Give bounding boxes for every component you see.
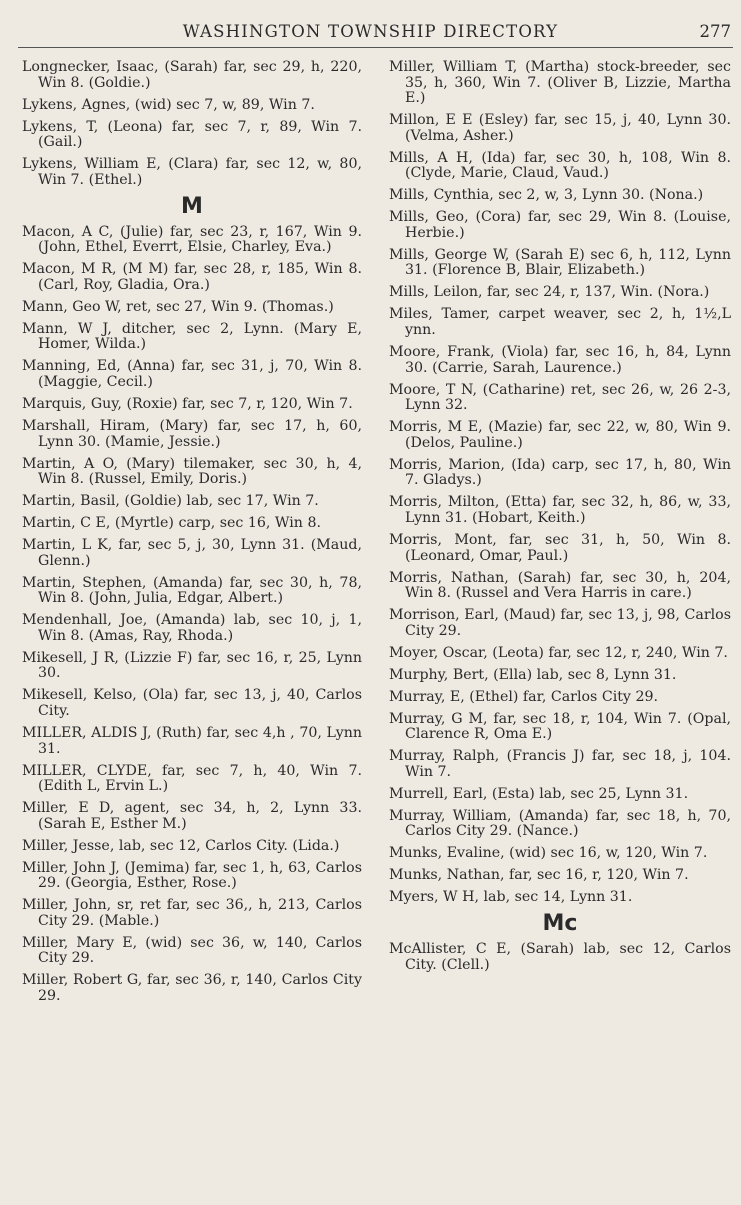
directory-entry: Morris, Nathan, (Sarah) far, sec 30, h, 204, Win 8. (Russel and Vera Harris in care.)	[389, 569, 731, 602]
directory-entry: Macon, M R, (M M) far, sec 28, r, 185, Win 8. (Carl, Roy, Gladia, Ora.)	[22, 261, 362, 293]
directory-entry: Murrell, Earl, (Esta) lab, sec 25, Lynn 31.	[389, 785, 689, 802]
section-letter-mc: Mc	[542, 911, 578, 937]
section-letter-m: M	[181, 193, 203, 219]
directory-entry: McAllister, C E, (Sarah) lab, sec 12, Carlos City. (Clell.)	[389, 941, 731, 973]
directory-entry: Mendenhall, Joe, (Amanda) lab, sec 10, j, 1, Win 8. (Amas, Ray, Rhoda.)	[22, 612, 362, 644]
directory-entry: Mills, Geo, (Cora) far, sec 29, Win 8. (Louise, Herbie.)	[389, 209, 731, 241]
directory-entry: Manning, Ed, (Anna) far, sec 31, j, 70, Win 8. (Maggie, Cecil.)	[22, 358, 362, 391]
directory-entry: Munks, Nathan, far, sec 16, r, 120, Win 7.	[389, 867, 689, 884]
directory-entry: Miller, E D, agent, sec 34, h, 2, Lynn 33. (Sarah E, Esther M.)	[22, 800, 362, 832]
directory-entry: Moyer, Oscar, (Leota) far, sec 12, r, 240, Win 7.	[389, 644, 728, 661]
directory-entry: Miller, Mary E, (wid) sec 36, w, 140, Carlos City 29.	[22, 934, 362, 967]
directory-entry: Lykens, William E, (Clara) far, sec 12, w, 80, Win 7. (Ethel.)	[22, 156, 362, 188]
directory-entry: Mills, Cynthia, sec 2, w, 3, Lynn 30. (Nona.)	[389, 187, 704, 204]
directory-entry: Miller, John J, (Jemima) far, sec 1, h, 63, Carlos 29. (Georgia, Esther, Rose.)	[22, 859, 362, 892]
right-column	[389, 60, 731, 980]
directory-entry: Martin, L K, far, sec 5, j, 30, Lynn 31. (Maud, Glenn.)	[22, 537, 362, 569]
page-header	[0, 20, 741, 48]
directory-entry: MILLER, ALDIS J, (Ruth) far, sec 4,h , 70, Lynn 31.	[22, 725, 362, 757]
directory-entry: Murphy, Bert, (Ella) lab, sec 8, Lynn 31.	[389, 666, 677, 683]
directory-entry: Morris, Marion, (Ida) carp, sec 17, h, 80, Win 7. Gladys.)	[389, 456, 731, 489]
directory-entry: Miller, William T, (Martha) stock-breeder, sec 35, h, 360, Win 7. (Oliver B, Lizzie, Martha E.)	[389, 59, 731, 107]
directory-entry: Murray, G M, far, sec 18, r, 104, Win 7. (Opal, Clarence R, Oma E.)	[389, 710, 731, 743]
directory-entry: Morris, Milton, (Etta) far, sec 32, h, 86, w, 33, Lynn 31. (Hobart, Keith.)	[389, 494, 731, 526]
directory-entry: Martin, Basil, (Goldie) lab, sec 17, Win 7.	[22, 493, 319, 510]
page-title: WASHINGTON TOWNSHIP DIRECTORY	[182, 22, 559, 41]
directory-entry: Mikesell, J R, (Lizzie F) far, sec 16, r, 25, Lynn 30.	[22, 649, 362, 682]
directory-entry: MILLER, CLYDE, far, sec 7, h, 40, Win 7. (Edith L, Ervin L.)	[22, 762, 362, 795]
directory-entry: Martin, Stephen, (Amanda) far, sec 30, h, 78, Win 8. (John, Julia, Edgar, Albert.)	[22, 574, 362, 607]
directory-entry: Macon, A C, (Julie) far, sec 23, r, 167, Win 9. (John, Ethel, Everrt, Elsie, Charley, Eva.)	[22, 223, 362, 256]
left-pre-entries	[22, 60, 362, 188]
directory-entry: Mills, George W, (Sarah E) sec 6, h, 112, Lynn 31. (Florence B, Blair, Elizabeth.)	[389, 246, 731, 279]
directory-entry: Lykens, T, (Leona) far, sec 7, r, 89, Win 7. (Gail.)	[22, 118, 362, 151]
directory-entry: Martin, C E, (Myrtle) carp, sec 16, Win 8.	[22, 515, 321, 532]
directory-entry: Morrison, Earl, (Maud) far, sec 13, j, 98, Carlos City 29.	[389, 607, 731, 639]
directory-entry: Longnecker, Isaac, (Sarah) far, sec 29, h, 220, Win 8. (Goldie.)	[22, 59, 362, 91]
directory-entry: Mann, W J, ditcher, sec 2, Lynn. (Mary E, Homer, Wilda.)	[22, 320, 362, 353]
directory-entry: Miller, John, sr, ret far, sec 36,, h, 213, Carlos City 29. (Mable.)	[22, 897, 362, 929]
directory-entry: Marquis, Guy, (Roxie) far, sec 7, r, 120, Win 7.	[22, 396, 353, 413]
directory-entry: Miles, Tamer, carpet weaver, sec 2, h, 1½,L ynn.	[389, 306, 731, 339]
left-column	[22, 60, 362, 1011]
directory-entry: Morris, Mont, far, sec 31, h, 50, Win 8. (Leonard, Omar, Paul.)	[389, 531, 731, 564]
directory-entry: Mills, Leilon, far, sec 24, r, 137, Win. (Nora.)	[389, 284, 710, 301]
header-rule	[18, 47, 733, 48]
directory-entry: Mills, A H, (Ida) far, sec 30, h, 108, Win 8. (Clyde, Marie, Claud, Vaud.)	[389, 149, 731, 182]
directory-entry: Murray, E, (Ethel) far, Carlos City 29.	[389, 688, 659, 705]
directory-entry: Lykens, Agnes, (wid) sec 7, w, 89, Win 7.	[22, 96, 315, 113]
directory-entry: Murray, William, (Amanda) far, sec 18, h, 70, Carlos City 29. (Nance.)	[389, 807, 731, 840]
directory-entry: Miller, Robert G, far, sec 36, r, 140, Carlos City 29.	[22, 972, 362, 1005]
right-pre-entries	[389, 60, 731, 906]
directory-entry: Moore, Frank, (Viola) far, sec 16, h, 84, Lynn 30. (Carrie, Sarah, Laurence.)	[389, 344, 731, 376]
directory-entry: Miller, Jesse, lab, sec 12, Carlos City. (Lida.)	[22, 837, 340, 854]
page-number: 277	[699, 22, 731, 41]
directory-entry: Millon, E E (Esley) far, sec 15, j, 40, Lynn 30. (Velma, Asher.)	[389, 112, 731, 144]
directory-entry: Morris, M E, (Mazie) far, sec 22, w, 80, Win 9. (Delos, Pauline.)	[389, 419, 731, 451]
directory-entry: Murray, Ralph, (Francis J) far, sec 18, j, 104. Win 7.	[389, 748, 731, 780]
directory-entry: Myers, W H, lab, sec 14, Lynn 31.	[389, 889, 633, 906]
directory-entry: Mikesell, Kelso, (Ola) far, sec 13, j, 40, Carlos City.	[22, 687, 362, 720]
directory-entry: Munks, Evaline, (wid) sec 16, w, 120, Win 7.	[389, 845, 708, 862]
directory-entry: Martin, A O, (Mary) tilemaker, sec 30, h, 4, Win 8. (Russel, Emily, Doris.)	[22, 455, 362, 488]
right-post-entries	[389, 942, 731, 973]
directory-entry: Marshall, Hiram, (Mary) far, sec 17, h, 60, Lynn 30. (Mamie, Jessie.)	[22, 418, 362, 450]
left-post-entries	[22, 225, 362, 1005]
directory-entry: Moore, T N, (Catharine) ret, sec 26, w, 26 2-3, Lynn 32.	[389, 381, 731, 414]
directory-entry: Mann, Geo W, ret, sec 27, Win 9. (Thomas.)	[22, 298, 334, 315]
